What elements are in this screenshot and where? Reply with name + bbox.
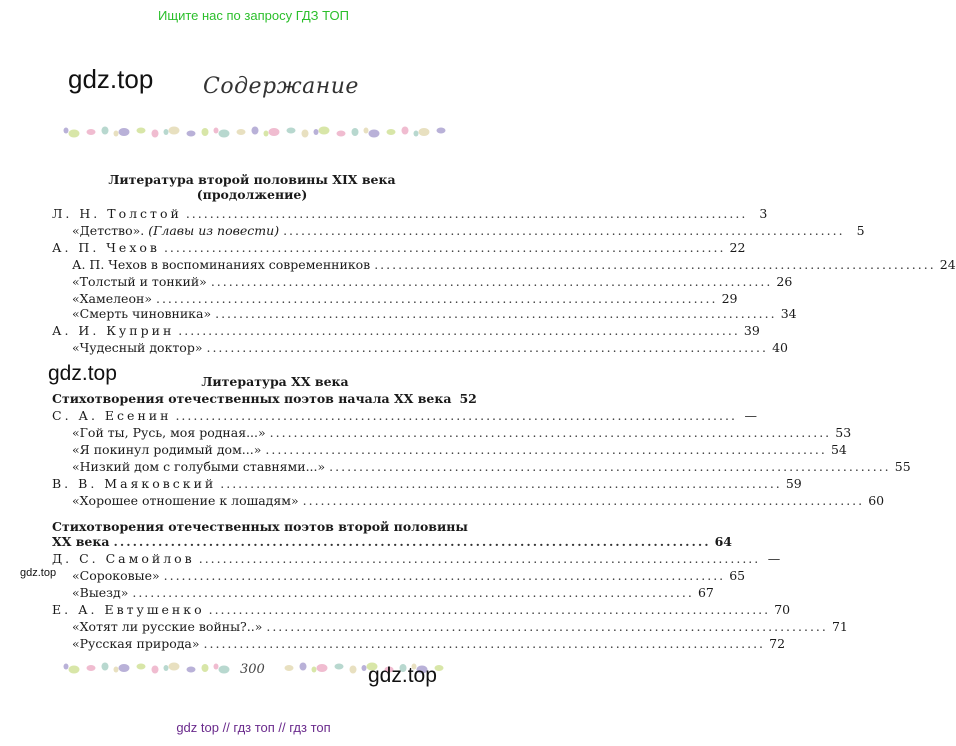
dot-leader: .............................................................................................. bbox=[208, 602, 771, 617]
toc-work-goy bbox=[52, 425, 852, 440]
decorative-dot bbox=[362, 665, 367, 671]
toc-page-number: 3 bbox=[759, 206, 768, 221]
toc-page-number: 34 bbox=[780, 306, 797, 321]
decorative-dot bbox=[169, 127, 180, 135]
decorative-dot bbox=[369, 130, 380, 138]
toc-work-title: «Хотят ли русские войны?..» bbox=[72, 619, 263, 634]
toc-page-number: 55 bbox=[894, 459, 911, 474]
decorative-dot bbox=[187, 667, 196, 673]
decorative-dot bbox=[312, 667, 317, 673]
decorative-dot bbox=[114, 667, 119, 673]
toc-work-title: «Хамелеон» bbox=[72, 291, 152, 306]
toc-work-title: «Чудесный доктор» bbox=[72, 340, 203, 355]
decorative-dot bbox=[119, 128, 130, 136]
dot-leader: .............................................................................................. bbox=[269, 425, 832, 440]
decorative-dot bbox=[285, 665, 294, 671]
toc-page-number: 64 bbox=[714, 534, 732, 549]
dot-leader: .............................................................................................. bbox=[132, 585, 694, 600]
toc-page-number: 54 bbox=[830, 442, 847, 457]
toc-work-detstvo bbox=[52, 223, 865, 238]
toc-work-nizky bbox=[52, 459, 911, 474]
decorative-dot bbox=[364, 128, 369, 134]
toc-page-number: 59 bbox=[785, 476, 802, 491]
decorative-dot bbox=[137, 128, 146, 134]
dot-leader: .............................................................................................. bbox=[206, 340, 768, 355]
toc-work-priroda bbox=[52, 636, 786, 651]
work-title-note: (Главы из повести) bbox=[148, 223, 280, 238]
toc-work-chekhov-memories bbox=[52, 257, 956, 272]
decorative-dot bbox=[152, 666, 159, 674]
toc-work-tolsty-tonky bbox=[52, 274, 793, 289]
decorative-dot bbox=[387, 129, 396, 135]
toc-section-title: Стихотворения отечественных поэтов начала XX века bbox=[52, 391, 452, 406]
decorative-dot bbox=[437, 128, 446, 134]
decorative-dot bbox=[214, 664, 219, 670]
toc-author-tolstoy bbox=[52, 206, 768, 221]
toc-page-number: 22 bbox=[729, 240, 746, 255]
decorative-dot bbox=[137, 664, 146, 670]
section-subheading-continuation: (продолжение) bbox=[196, 187, 308, 202]
dot-leader: .............................................................................................. bbox=[163, 240, 726, 255]
toc-author-name: В. В. Маяковский bbox=[52, 476, 217, 491]
watermark-top: Ищите нас по запросу ГДЗ ТОП bbox=[158, 8, 349, 23]
toc-author-kuprin bbox=[52, 323, 760, 338]
watermark-bottom: gdz top // гдз топ // гдз топ bbox=[176, 720, 331, 735]
decorative-dot bbox=[152, 130, 159, 138]
decorative-dot bbox=[264, 131, 269, 137]
toc-page-number: 52 bbox=[459, 391, 477, 406]
dot-leader: .............................................................................................. bbox=[185, 206, 748, 221]
toc-page-number: — bbox=[767, 551, 781, 566]
toc-page-number: 70 bbox=[774, 602, 791, 617]
toc-author-chekhov bbox=[52, 240, 746, 255]
decorative-dot bbox=[335, 664, 344, 670]
decorative-dot bbox=[164, 665, 169, 671]
dot-leader: .............................................................................................. bbox=[198, 551, 761, 566]
toc-author-name: Д. С. Самойлов bbox=[52, 551, 195, 566]
toc-page-number: 60 bbox=[868, 493, 885, 508]
toc-section-title: XX века bbox=[52, 534, 110, 549]
dot-leader: .............................................................................................. bbox=[329, 459, 891, 474]
site-logo-watermark: gdz.top bbox=[68, 64, 154, 94]
decorative-dot bbox=[317, 664, 328, 672]
page-heading: Содержание bbox=[203, 74, 359, 99]
toc-author-name: А. П. Чехов bbox=[52, 240, 160, 255]
toc-work-smert bbox=[52, 306, 797, 321]
toc-work-pokinul bbox=[52, 442, 847, 457]
toc-work-title: «Русская природа» bbox=[72, 636, 200, 651]
decorative-dot bbox=[252, 127, 259, 135]
toc-author-samoylov bbox=[52, 551, 781, 566]
toc-work-title: «Гой ты, Русь, моя родная...» bbox=[72, 425, 266, 440]
toc-work-title: «Я покинул родимый дом...» bbox=[72, 442, 262, 457]
toc-work-loshadyam bbox=[52, 493, 885, 508]
toc-author-evtushenko bbox=[52, 602, 791, 617]
decorative-dot bbox=[287, 128, 296, 134]
decorative-dot bbox=[64, 128, 69, 134]
toc-page-number: 71 bbox=[831, 619, 848, 634]
decorative-dot bbox=[87, 129, 96, 135]
site-logo-watermark: gdz.top bbox=[48, 362, 117, 385]
toc-page-number: 67 bbox=[697, 585, 714, 600]
toc-author-name: С. А. Есенин bbox=[52, 408, 172, 423]
decorative-dot-border-top bbox=[62, 124, 447, 140]
site-logo-watermark: gdz.top bbox=[20, 567, 57, 579]
toc-work-khotyat bbox=[52, 619, 848, 634]
toc-page-number: 39 bbox=[743, 323, 760, 338]
decorative-dot bbox=[319, 127, 330, 135]
dot-leader: .............................................................................................. bbox=[113, 534, 711, 549]
toc-work-doktor bbox=[52, 340, 788, 355]
toc-author-mayakovsky bbox=[52, 476, 802, 491]
toc-work-vyezd bbox=[52, 585, 714, 600]
toc-work-title: «Низкий дом с голубыми ставнями...» bbox=[72, 459, 326, 474]
dot-leader: .............................................................................................. bbox=[374, 257, 936, 272]
toc-section-late-xx-line2 bbox=[52, 534, 732, 549]
decorative-dot bbox=[64, 664, 69, 670]
decorative-dot bbox=[269, 128, 280, 136]
toc-work-title: «Толстый и тонкий» bbox=[72, 274, 207, 289]
work-title-main: «Детство». bbox=[72, 223, 149, 238]
dot-leader: .............................................................................................. bbox=[266, 619, 828, 634]
toc-author-name: А. И. Куприн bbox=[52, 323, 175, 338]
dot-leader: .............................................................................................. bbox=[203, 636, 766, 651]
decorative-dot bbox=[402, 127, 409, 135]
toc-author-name: Л. Н. Толстой bbox=[52, 206, 182, 221]
toc-author-name: Е. А. Евтушенко bbox=[52, 602, 205, 617]
toc-page-number: 5 bbox=[856, 223, 865, 238]
dot-leader: .............................................................................................. bbox=[265, 442, 827, 457]
dot-leader: .............................................................................................. bbox=[175, 408, 737, 423]
toc-work-title: «Выезд» bbox=[72, 585, 129, 600]
decorative-dot bbox=[102, 127, 109, 135]
toc-work-title: «Сороковые» bbox=[72, 568, 160, 583]
dot-leader: .............................................................................................. bbox=[155, 291, 718, 306]
decorative-dot bbox=[219, 666, 230, 674]
dot-leader: .............................................................................................. bbox=[215, 306, 777, 321]
toc-page-number: 53 bbox=[835, 425, 852, 440]
section-heading-xix: Литература второй половины XIX века bbox=[108, 172, 396, 187]
decorative-dot bbox=[169, 663, 180, 671]
decorative-dot bbox=[102, 663, 109, 671]
toc-section-title: Стихотворения отечественных поэтов второй половины bbox=[52, 519, 468, 534]
decorative-dot bbox=[219, 130, 230, 138]
decorative-dot bbox=[350, 666, 357, 674]
site-logo-watermark: gdz.top bbox=[368, 664, 437, 687]
toc-page-number: 26 bbox=[776, 274, 793, 289]
toc-work-khameleon bbox=[52, 291, 738, 306]
page-number: 300 bbox=[240, 662, 265, 677]
toc-page-number: 29 bbox=[721, 291, 738, 306]
toc-work-title bbox=[72, 223, 279, 238]
dot-leader: .............................................................................................. bbox=[163, 568, 726, 583]
decorative-dot bbox=[202, 664, 209, 672]
decorative-dot bbox=[87, 665, 96, 671]
decorative-dot bbox=[237, 129, 246, 135]
decorative-dot bbox=[314, 129, 319, 135]
dot-leader: .............................................................................................. bbox=[283, 223, 845, 238]
dot-leader: .............................................................................................. bbox=[302, 493, 865, 508]
toc-work-title: «Хорошее отношение к лошадям» bbox=[72, 493, 299, 508]
toc-section-early-xx bbox=[52, 391, 477, 406]
dot-leader: .............................................................................................. bbox=[220, 476, 782, 491]
decorative-dot bbox=[119, 664, 130, 672]
toc-page-number: 40 bbox=[772, 340, 788, 355]
toc-work-sorokovye bbox=[52, 568, 746, 583]
dot-leader: .............................................................................................. bbox=[178, 323, 740, 338]
decorative-dot bbox=[419, 128, 430, 136]
decorative-dot bbox=[69, 666, 80, 674]
decorative-dot bbox=[202, 128, 209, 136]
toc-page-number: 72 bbox=[769, 636, 786, 651]
decorative-dot bbox=[300, 663, 307, 671]
decorative-dot bbox=[164, 129, 169, 135]
toc-page-number: 24 bbox=[939, 257, 956, 272]
decorative-dot bbox=[187, 131, 196, 137]
decorative-dot bbox=[337, 131, 346, 137]
decorative-dot bbox=[114, 131, 119, 137]
toc-author-esenin bbox=[52, 408, 757, 423]
decorative-dot bbox=[302, 130, 309, 138]
dot-leader: .............................................................................................. bbox=[210, 274, 773, 289]
decorative-dot bbox=[352, 128, 359, 136]
section-heading-xx: Литература XX века bbox=[201, 374, 349, 389]
toc-page-number: — bbox=[744, 408, 757, 423]
toc-work-title: А. П. Чехов в воспоминаниях современников bbox=[72, 257, 371, 272]
decorative-dot bbox=[69, 130, 80, 138]
toc-page-number: 65 bbox=[729, 568, 746, 583]
decorative-dot bbox=[214, 128, 219, 134]
toc-section-late-xx-line1 bbox=[52, 519, 468, 534]
toc-work-title: «Смерть чиновника» bbox=[72, 306, 212, 321]
decorative-dot bbox=[414, 131, 419, 137]
